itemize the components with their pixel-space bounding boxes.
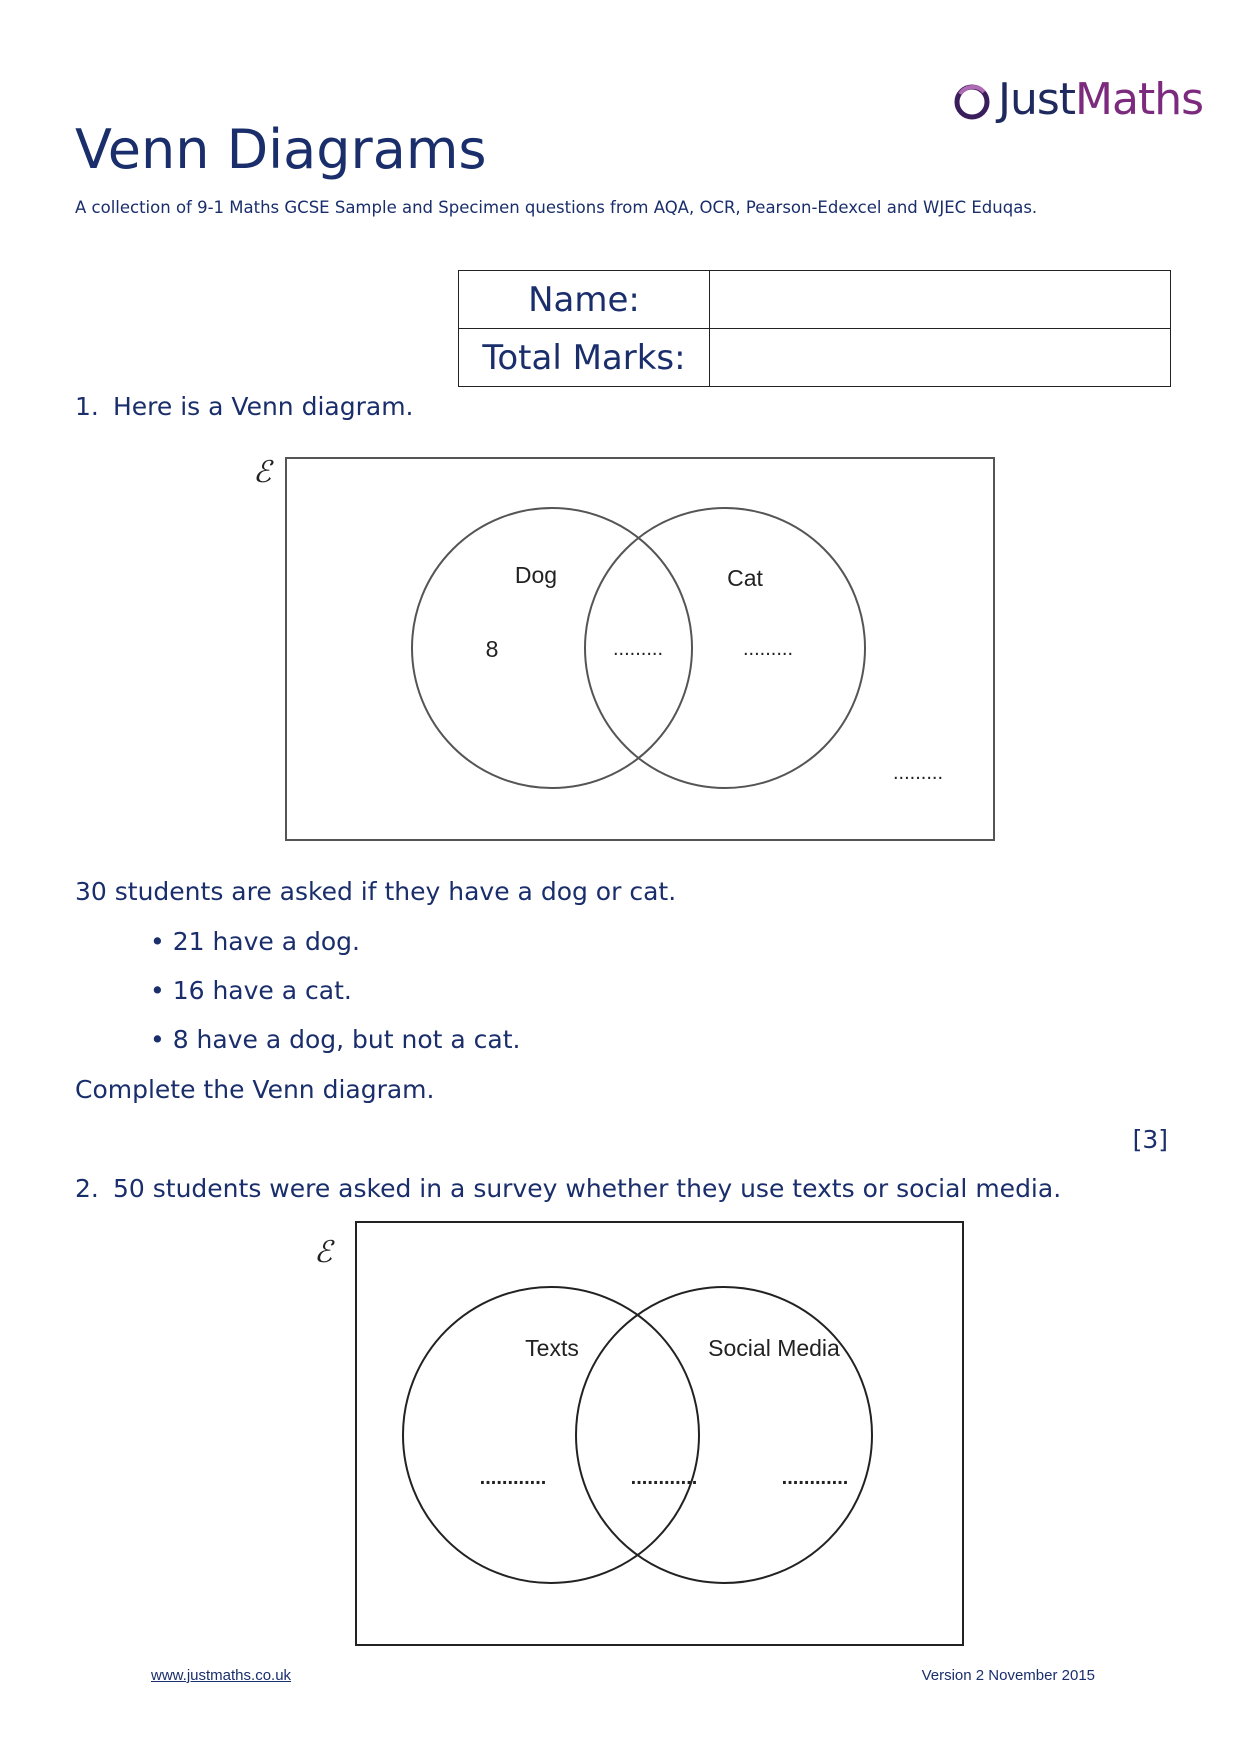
q1-bullet-3-text: 8 have a dog, but not a cat.	[172, 1025, 521, 1054]
logo-text-just: Just	[998, 74, 1076, 125]
q1-stem: 30 students are asked if they have a dog or cat.	[75, 877, 677, 906]
name-field[interactable]	[710, 271, 1171, 329]
q1-intersection-value[interactable]: .........	[612, 638, 664, 660]
page-title: Venn Diagrams	[75, 118, 487, 181]
q2-social-media-circle	[576, 1287, 872, 1583]
q2-number: 2.	[75, 1174, 99, 1203]
q2-stem: 50 students were asked in a survey whether they use texts or social media.	[113, 1174, 1062, 1203]
q1-dog-label: Dog	[514, 562, 558, 588]
q1-marks: [3]	[1132, 1125, 1168, 1154]
q1-universal-symbol: ℰ	[253, 456, 272, 489]
q2-texts-label: Texts	[525, 1335, 579, 1361]
q1-bullet-2: • 16 have a cat.	[150, 976, 352, 1005]
total-marks-label: Total Marks:	[459, 329, 710, 387]
q1-cat-label: Cat	[727, 565, 763, 591]
footer-website-link[interactable]: www.justmaths.co.uk	[151, 1667, 292, 1684]
q2-texts-only-value[interactable]: ............	[479, 1467, 547, 1489]
name-row	[459, 271, 1171, 329]
footer-version: Version 2 November 2015	[921, 1667, 1095, 1684]
justmaths-logo	[950, 72, 1204, 128]
name-marks-table	[458, 270, 1171, 387]
q2-venn-diagram	[310, 1210, 970, 1650]
q2-social-media-only-value[interactable]: ............	[781, 1467, 849, 1489]
logo-text-maths: Maths	[1075, 74, 1204, 125]
q2-intersection-value[interactable]: ............	[630, 1467, 698, 1489]
q2-social-media-label: Social Media	[708, 1335, 840, 1361]
logo-ring-icon	[950, 72, 994, 128]
q1-venn-diagram	[250, 450, 1000, 850]
q1-dog-only-value: 8	[485, 636, 499, 662]
q2-universal-symbol: ℰ	[314, 1236, 333, 1269]
q1-instruction: Complete the Venn diagram.	[75, 1075, 435, 1104]
q2-stem-line	[75, 1174, 1061, 1204]
q1-bullet-1-text: 21 have a dog.	[172, 927, 360, 956]
page-subtitle: A collection of 9-1 Maths GCSE Sample and Specimen questions from AQA, OCR, Pearson-Edexcel and WJEC Eduqas.	[75, 198, 1038, 217]
q1-intro: Here is a Venn diagram.	[113, 392, 414, 421]
q1-cat-only-value[interactable]: .........	[742, 638, 794, 660]
q1-outside-value[interactable]: .........	[892, 762, 944, 784]
logo-text	[998, 72, 1203, 128]
q1-bullet-2-text: 16 have a cat.	[172, 976, 352, 1005]
total-marks-row	[459, 329, 1171, 387]
total-marks-field[interactable]	[710, 329, 1171, 387]
q1-number: 1.	[75, 392, 99, 421]
q1-bullet-1: • 21 have a dog.	[150, 927, 360, 956]
q2-texts-circle	[403, 1287, 699, 1583]
q1-bullet-3: • 8 have a dog, but not a cat.	[150, 1025, 521, 1054]
name-label: Name:	[459, 271, 710, 329]
q1-intro-line	[75, 392, 414, 422]
